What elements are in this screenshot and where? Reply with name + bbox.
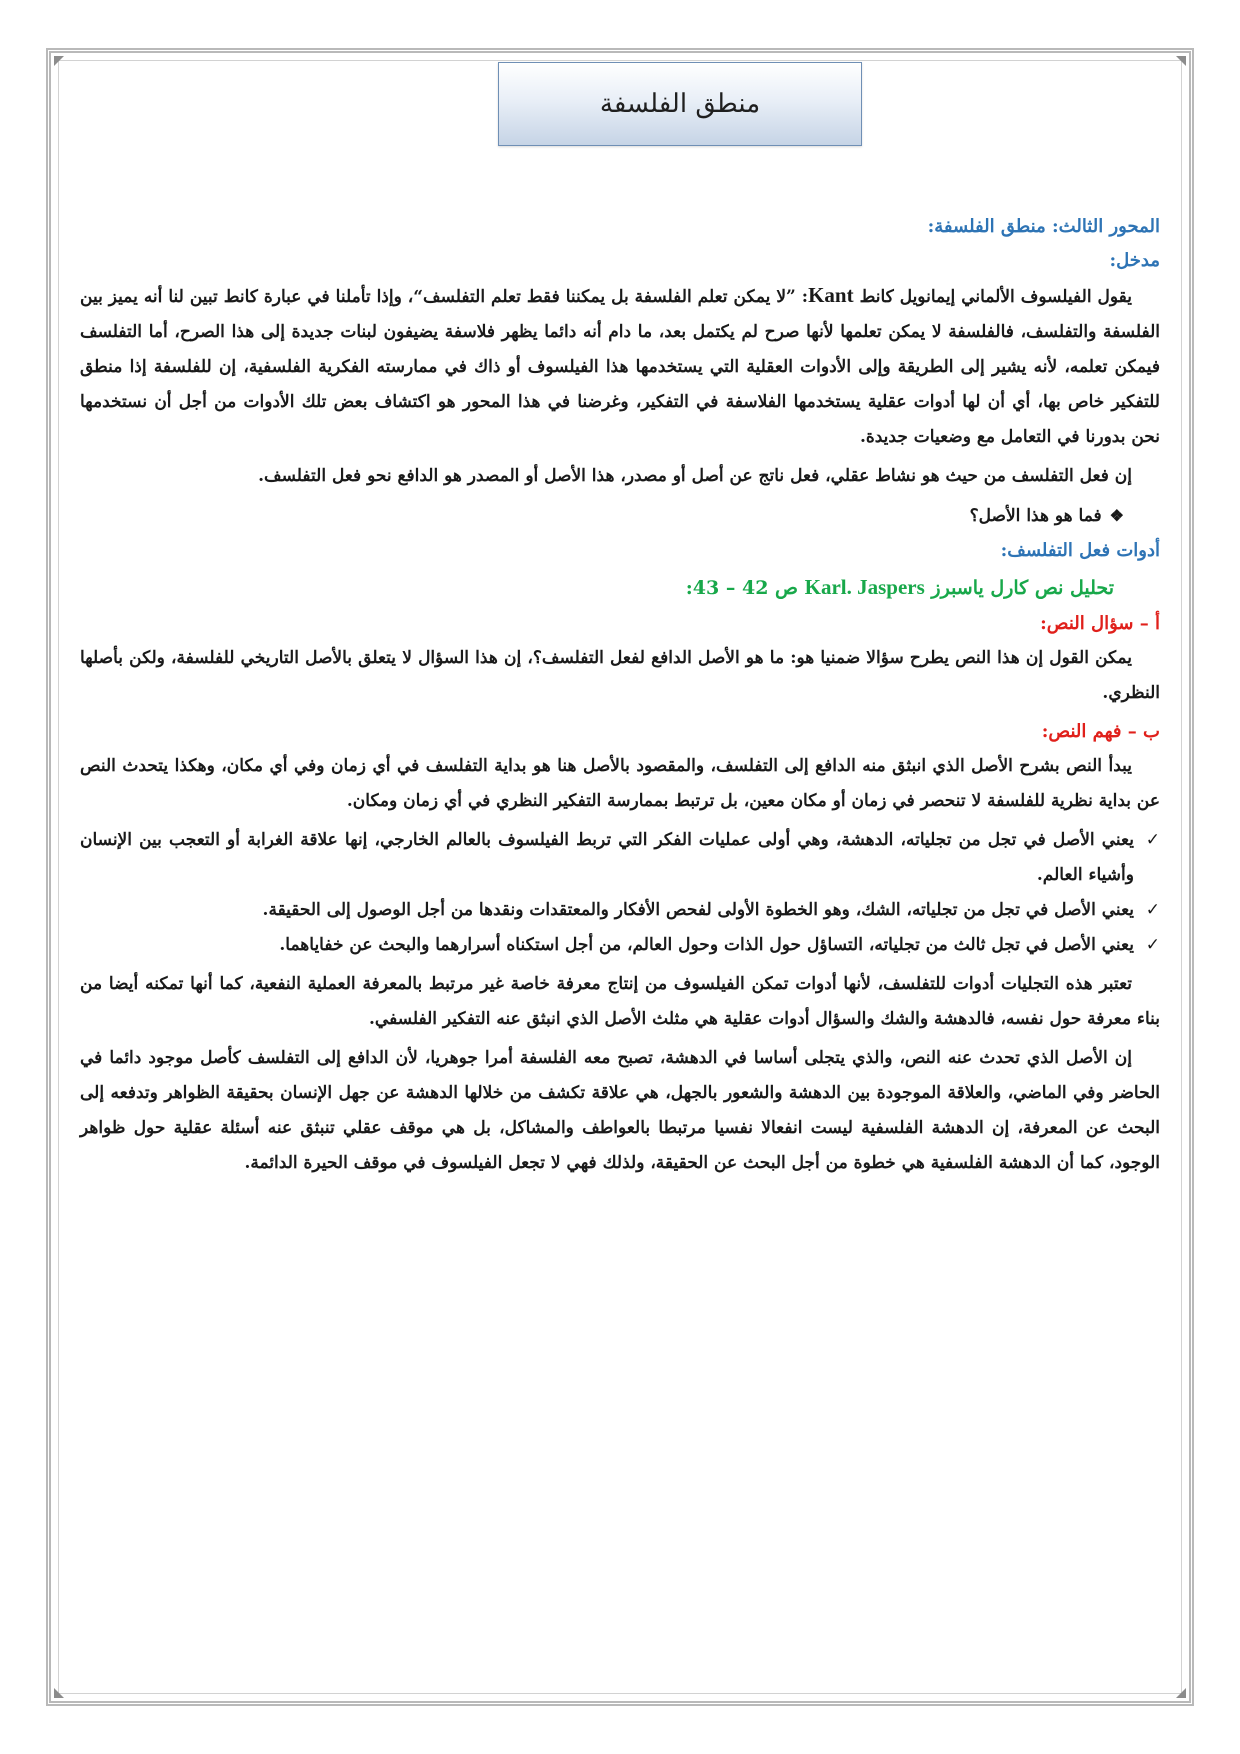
tools-heading: أدوات فعل التفلسف:	[1000, 540, 1160, 561]
final-paragraph: إن الأصل الذي تحدث عنه النص، والذي يتجلى أساسا في الدهشة، تصبح معه الفلسفة أمرا جوهريا، لأن الدافع إلى التفلسف كأصل موجود دائما في الحاضر وفي الماضي، والعلاقة الموجودة بين الدهشة والشعور بالجهل، هي علاقة تكشف من خلالها الدهشة عن جهل الإنسان بحقيقة الظواهر وتدفعه إلى البحث عن المعرفة، إن الدهشة الفلسفية ليست انفعالا نفسيا مرتبطا بالعواطف والمشاكل، بل هي موقف عقلي تنبثق عنه أسئلة عقلية حول ظواهر الوجود، كما أن الدهشة الفلسفية هي خطوة من أجل البحث عن الحقيقة، ولذلك فهي لا تجعل الفيلسوف في موقف الحيرة الدائمة.	[80, 1048, 1161, 1173]
analysis-before: تحليل نص كارل ياسبرز	[924, 577, 1114, 599]
diamond-bullet-icon: ❖	[1109, 506, 1124, 525]
border-corner-bottom-right	[1176, 1688, 1186, 1698]
border-corner-bottom-left	[54, 1688, 64, 1698]
list-item-text: يعني الأصل في تجل من تجلياته، الشك، وهو الخطوة الأولى لفحص الأفكار والمعتقدات ونقدها من أجل الوصول إلى الحقيقة.	[262, 900, 1134, 920]
check-icon: ✓	[1145, 900, 1160, 920]
analysis-after: ص 42 – 43:	[685, 577, 805, 599]
list-item-text: يعني الأصل في تجل من تجلياته، الدهشة، وهي أولى عمليات الفكر التي تربط الفيلسوف بالعالم الخارجي، إنها علاقة الغرابة أو التعجب بين الإنسان وأشياء العالم.	[80, 830, 1134, 885]
list-item	[80, 823, 1160, 893]
page-title: منطق الفلسفة	[599, 89, 761, 119]
section-a-heading: أ – سؤال النص:	[1040, 613, 1160, 634]
list-item	[80, 893, 1160, 928]
document-body	[80, 210, 1160, 1185]
list-item	[80, 928, 1160, 963]
intro-paragraph-1	[80, 278, 1160, 455]
border-corner-top-left	[54, 56, 64, 66]
title-box	[498, 62, 862, 146]
intro-p1-after: : ”لا يمكن تعلم الفلسفة بل يمكننا فقط تعلم التفلسف“، وإذا تأملنا في عبارة كانط تبين لنا أنه يميز بين الفلسفة والتفلسف، فالفلسفة لا يمكن تعلمها لأنها صرح لم يكتمل بعد، ما دام أنه دائما يظهر فلاسفة يضيفون لبنات جديدة إلى هذا الصرح، أما التفلسف فيمكن تعلمه، لأنه يشير إلى الطريقة وإلى الأدوات العقلية التي يستخدمها هذا الفيلسوف أو ذاك في ممارسته الفكرية الفلسفية، إن للفلسفة إذا منطق للتفكير خاص بها، أي أن لها أدوات عقلية يستخدمها الفلاسفة في التفكير، وغرضنا في هذا المحور هو اكتشاف بعض تلك الأدوات من أجل أن نستخدمها نحن بدورنا في التعامل مع وضعيات جديدة.	[80, 287, 1160, 447]
section-b-paragraph: يبدأ النص بشرح الأصل الذي انبثق منه الدافع إلى التفلسف، والمقصود بالأصل هنا هو بداية التفلسف في أي زمان وفي أي مكان، وهكذا يتحدث النص عن بداية نظرية للفلسفة لا تنحصر في زمان أو مكان معين، بل ترتبط بممارسة التفكير النظري في أي زمان ومكان.	[80, 756, 1160, 811]
axis-heading: المحور الثالث: منطق الفلسفة:	[927, 216, 1160, 237]
analysis-heading	[80, 568, 1160, 607]
analysis-latin: Karl. Jaspers	[804, 575, 925, 599]
after-checks-paragraph: تعتبر هذه التجليات أدوات للتفلسف، لأنها أدوات تمكن الفيلسوف من إنتاج معرفة خاصة غير مرتبط بالمعرفة العملية النفعية، كما أنها تمكنه أيضا من بناء معرفة حول نفسه، فالدهشة والشك والسؤال أدوات عقلية هي مثلث الأصل الذي انبثق عنه التفكير الفلسفي.	[80, 974, 1160, 1029]
question-item	[80, 498, 1160, 534]
intro-paragraph-2: إن فعل التفلسف من حيث هو نشاط عقلي، فعل ناتج عن أصل أو مصدر، هذا الأصل أو المصدر هو الدافع نحو فعل التفلسف.	[258, 466, 1132, 486]
section-a-paragraph: يمكن القول إن هذا النص يطرح سؤالا ضمنيا هو: ما هو الأصل الدافع لفعل التفلسف؟، إن هذا السؤال لا يتعلق بالأصل التاريخي للفلسفة، ولكن بأصلها النظري.	[80, 648, 1160, 703]
question-text: فما هو هذا الأصل؟	[969, 506, 1102, 526]
border-corner-top-right	[1176, 56, 1186, 66]
list-item-text: يعني الأصل في تجل ثالث من تجلياته، التساؤل حول الذات وحول العالم، من أجل استكناه أسرارهما والبحث عن خفاياهما.	[279, 935, 1134, 955]
intro-p1-before: يقول الفيلسوف الألماني إيمانويل كانط	[853, 287, 1133, 307]
intro-p1-latin: Kant	[808, 283, 854, 307]
check-list	[80, 823, 1160, 963]
intro-heading: مدخل:	[1109, 250, 1160, 271]
check-icon: ✓	[1145, 830, 1160, 850]
check-icon: ✓	[1145, 935, 1160, 955]
section-b-heading: ب – فهم النص:	[1041, 721, 1160, 742]
